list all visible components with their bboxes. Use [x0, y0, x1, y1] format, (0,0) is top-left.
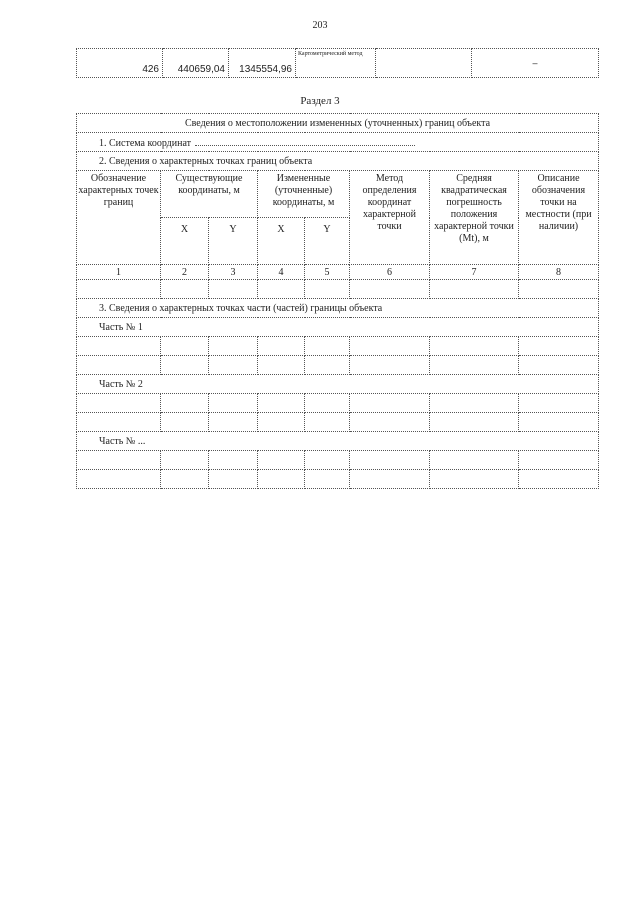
col-number: 8 — [519, 265, 599, 280]
method-cell: Картометрический метод — [296, 49, 376, 78]
col-existing-x: X — [161, 218, 209, 265]
col-existing: Существующие координаты, м — [161, 171, 258, 218]
table-row — [77, 280, 599, 299]
page-number: 203 — [312, 20, 328, 31]
table-row — [77, 356, 599, 375]
col-changed-y: Y — [305, 218, 350, 265]
col-number: 1 — [77, 265, 161, 280]
section-title: Раздел 3 — [300, 95, 340, 107]
col-designation: Обозначение характерных точек границ — [77, 171, 161, 265]
point-number: 426 — [77, 49, 163, 78]
coord-x: 440659,04 — [163, 49, 229, 78]
empty-cell — [376, 49, 472, 78]
col-number: 3 — [209, 265, 258, 280]
part-label: Часть № ... — [77, 432, 599, 451]
table-row — [77, 413, 599, 432]
coord-system-row — [77, 133, 599, 152]
parts-heading: 3. Сведения о характерных точках части (частей) границы объекта — [77, 299, 599, 318]
column-number-row — [77, 265, 599, 280]
table-row — [77, 337, 599, 356]
coord-system-field[interactable] — [195, 135, 415, 146]
col-number: 4 — [258, 265, 305, 280]
part-label: Часть № 1 — [77, 318, 599, 337]
col-number: 6 — [350, 265, 430, 280]
description-cell: – — [472, 49, 599, 78]
table-row — [77, 49, 599, 78]
col-changed-x: X — [258, 218, 305, 265]
table-row — [77, 394, 599, 413]
col-description: Описание обозначения точки на местности (при наличии) — [519, 171, 599, 265]
coord-system-label: 1. Система координат — [99, 138, 192, 149]
col-number: 7 — [430, 265, 519, 280]
col-number: 2 — [161, 265, 209, 280]
col-changed: Измененные (уточненные) координаты, м — [258, 171, 350, 218]
table-row — [77, 470, 599, 489]
col-existing-y: Y — [209, 218, 258, 265]
col-number: 5 — [305, 265, 350, 280]
table-row — [77, 451, 599, 470]
col-error: Средняя квадратическая погрешность положения характерной точки (Mt), м — [430, 171, 519, 265]
col-method: Метод определения координат характерной точки — [350, 171, 430, 265]
coord-y: 1345554,96 — [229, 49, 296, 78]
previous-section-table — [76, 48, 599, 78]
part-label: Часть № 2 — [77, 375, 599, 394]
points-heading: 2. Сведения о характерных точках границ объекта — [77, 152, 599, 171]
section-3-table — [76, 113, 599, 489]
section-heading: Сведения о местоположении измененных (уточненных) границ объекта — [77, 114, 599, 133]
